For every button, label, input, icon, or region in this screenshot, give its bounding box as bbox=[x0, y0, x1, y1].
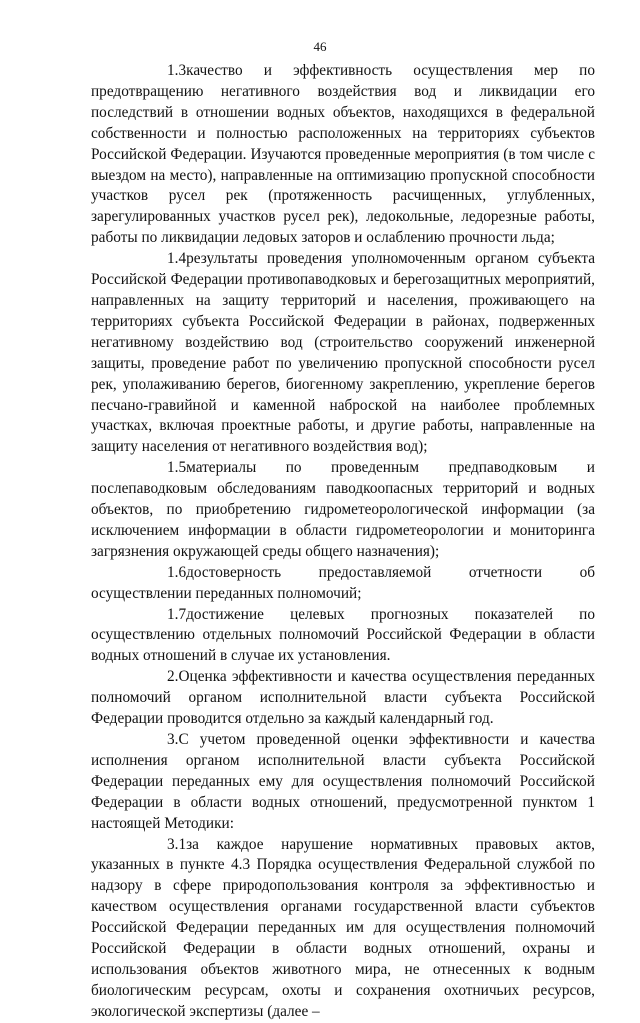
paragraph-number: 1.3 bbox=[167, 62, 187, 79]
paragraph-1-5 bbox=[91, 458, 595, 563]
paragraph-text: материалы по проведенным предпаводковым и послепаводковым обследованиям паводкоопасных территорий и водных объектов, по приобретению гидрометеорологической информации (за исключением информации в области гидрометеорологии и мониторинга загрязнения окружающей среды общего назначения); bbox=[91, 459, 595, 560]
paragraph-text: результаты проведения уполномоченным органом субъекта Российской Федерации противопаводковых и берегозащитных мероприятий, направленных на защиту территорий и населения, проживающего на территориях субъекта Российской Федерации в районах, подверженных негативному воздействию вод (строительство сооружений инженерной защиты, проведение работ по увеличению пропускной способности русел рек, уполаживанию берегов, биогенному закреплению, укрепление берегов песчано-гравийной и каменной наброской на наиболее проблемных участках, включая проектные работы, и другие работы, направленные на защиту населения от негативного воздействия вод); bbox=[91, 250, 595, 456]
paragraph-number: 1.7 bbox=[167, 605, 187, 623]
paragraph-number: 1.5 bbox=[167, 459, 187, 477]
paragraph-1-7 bbox=[91, 605, 595, 668]
paragraph-text: за каждое нарушение нормативных правовых актов, указанных в пункте 4.3 Порядка осуществления Федеральной службой по надзору в сфере природопользования контроля за эффективностью и качеством осуществления органами государственной власти субъектов Российской Федерации переданных им для осуществления полномочий Российской Федерации в области водных отношений, охраны и использования объектов животного мира, не отнесенных к водным биологическим ресурсам, охоты и сохранения охотничьих ресурсов, экологической экспертизы (далее – bbox=[91, 835, 595, 1020]
paragraph-number: 2. bbox=[167, 668, 179, 686]
paragraph-text: достижение целевых прогнозных показателей по осуществлению отдельных полномочий Российской Федерации в области водных отношений в случае их установления. bbox=[91, 605, 595, 665]
paragraph-1-6 bbox=[91, 563, 595, 605]
paragraph-text: качество и эффективность осуществления мер по предотвращению негативного воздействия вод и ликвидации его последствий в отношении водных объектов, находящихся в федеральной собственности и полностью расположенных на территориях субъектов Российской Федерации. Изучаются проведенные мероприятия (в том числе с выездом на место), направленные на оптимизацию пропускной способности участков русел рек (протяженность расчищенных, углубленных, зарегулированных участков русел рек), ледокольные, ледорезные работы, работы по ликвидации ледовых заторов и ослаблению прочности льда; bbox=[91, 62, 595, 247]
page-number: 46 bbox=[313, 39, 327, 54]
paragraph-number: 1.6 bbox=[167, 563, 187, 581]
paragraph-number: 3.1 bbox=[167, 835, 187, 853]
paragraph-2 bbox=[91, 667, 595, 730]
paragraph-1-3 bbox=[91, 61, 595, 249]
paragraph-3 bbox=[91, 730, 595, 835]
document-body bbox=[91, 61, 595, 1023]
paragraph-text: С учетом проведенной оценки эффективности и качества исполнения органом исполнительной власти субъекта Российской Федерации переданных ему для осуществления полномочий Российской Федерации в области водных отношений, предусмотренной пунктом 1 настоящей Методики: bbox=[91, 731, 595, 832]
paragraph-3-1 bbox=[91, 835, 595, 1023]
paragraph-1-4 bbox=[91, 249, 595, 458]
paragraph-text: Оценка эффективности и качества осуществления переданных полномочий органом исполнительной власти субъекта Российской Федерации проводится отдельно за каждый календарный год. bbox=[91, 668, 595, 728]
paragraph-number: 1.4 bbox=[167, 250, 187, 268]
paragraph-text: достоверность предоставляемой отчетности об осуществлении переданных полномочий; bbox=[91, 563, 595, 602]
paragraph-number: 3. bbox=[167, 731, 179, 748]
